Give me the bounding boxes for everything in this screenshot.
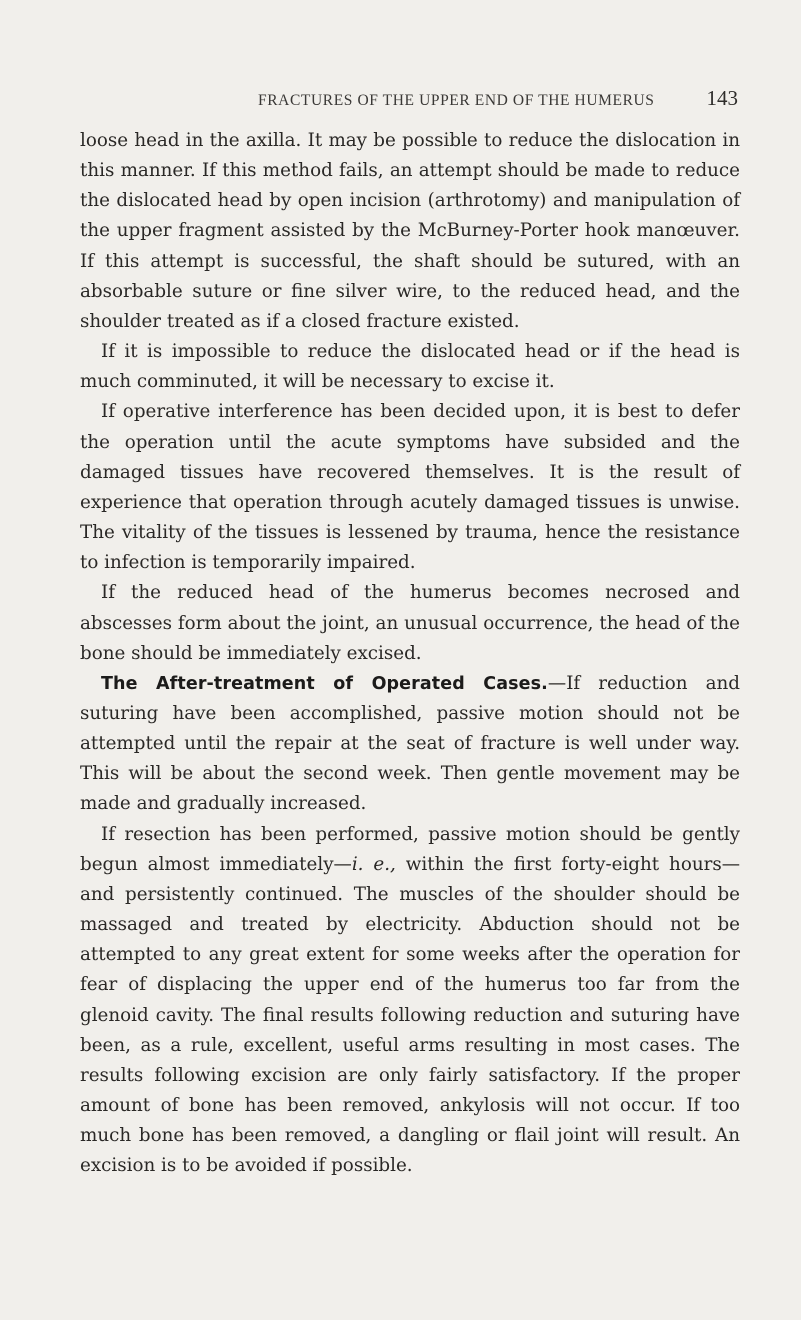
paragraph-loose-head: loose head in the axilla. It may be possible to reduce the dislocation in this manner. If this method fails, an attempt should be made to reduce the dislocated head by open incision (arthrotomy) and manipulation of the upper fragment assisted by the McBurney-Porter hook manœuver. If this attempt is successful, the shaft should be sutured, with an absorbable suture or fine silver wire, to the reduced head, and the shoulder treated as if a closed fracture existed. — [80, 130, 740, 332]
paragraph-after-treatment — [80, 669, 740, 820]
section-heading-after-treatment: The After-treatment of Operated Cases. — [101, 673, 548, 694]
running-header — [258, 86, 738, 116]
page-number: 143 — [706, 86, 738, 110]
paragraph-necrosis: If the reduced head of the humerus becomes necrosed and abscesses form about the joint, an unusual occurrence, the head of the bone should be immediately excised. — [80, 582, 740, 664]
resection-text-rest: within the first forty-eight hours—and persistently continued. The muscles of the shoulder should be massaged and treated by electricity. Abduction should not be attempted to any great extent for some weeks after the operation for fear of displacing the upper end of the humerus too far from the glenoid cavity. The final results following reduction and suturing have been, as a rule, excellent, useful arms resulting in most cases. The results following excision are only fairly satisfactory. If the proper amount of bone has been removed, ankylosis will not occur. If too much bone has been removed, a dangling or flail joint will result. An excision is to be avoided if possible. — [80, 853, 740, 1177]
resection-text-italic: i. e., — [351, 853, 396, 875]
paragraph-operative-interference: If operative interference has been decided upon, it is best to defer the operation until the acute symptoms have subsided and the damaged tissues have recovered themselves. It is the result of experience that operation through acutely damaged tissues is unwise. The vitality of the tissues is lessened by trauma, hence the resistance to infection is temporarily impaired. — [80, 401, 740, 574]
running-title: FRACTURES OF THE UPPER END OF THE HUMERUS — [258, 92, 655, 109]
paragraph-excise-head: If it is impossible to reduce the dislocated head or if the head is much comminuted, it will be necessary to excise it. — [80, 341, 740, 393]
after-treatment-text: —If reduction and suturing have been accomplished, passive motion should not be attempted until the repair at the seat of fracture is well under way. This will be about the second week. Then gentle movement may be made and gradually increased. — [80, 672, 740, 815]
paragraph-resection — [80, 820, 740, 1182]
resection-text-start: If resection has been performed, passive motion should be gently begun almost immediately— — [80, 823, 740, 875]
body-text — [80, 126, 740, 1181]
